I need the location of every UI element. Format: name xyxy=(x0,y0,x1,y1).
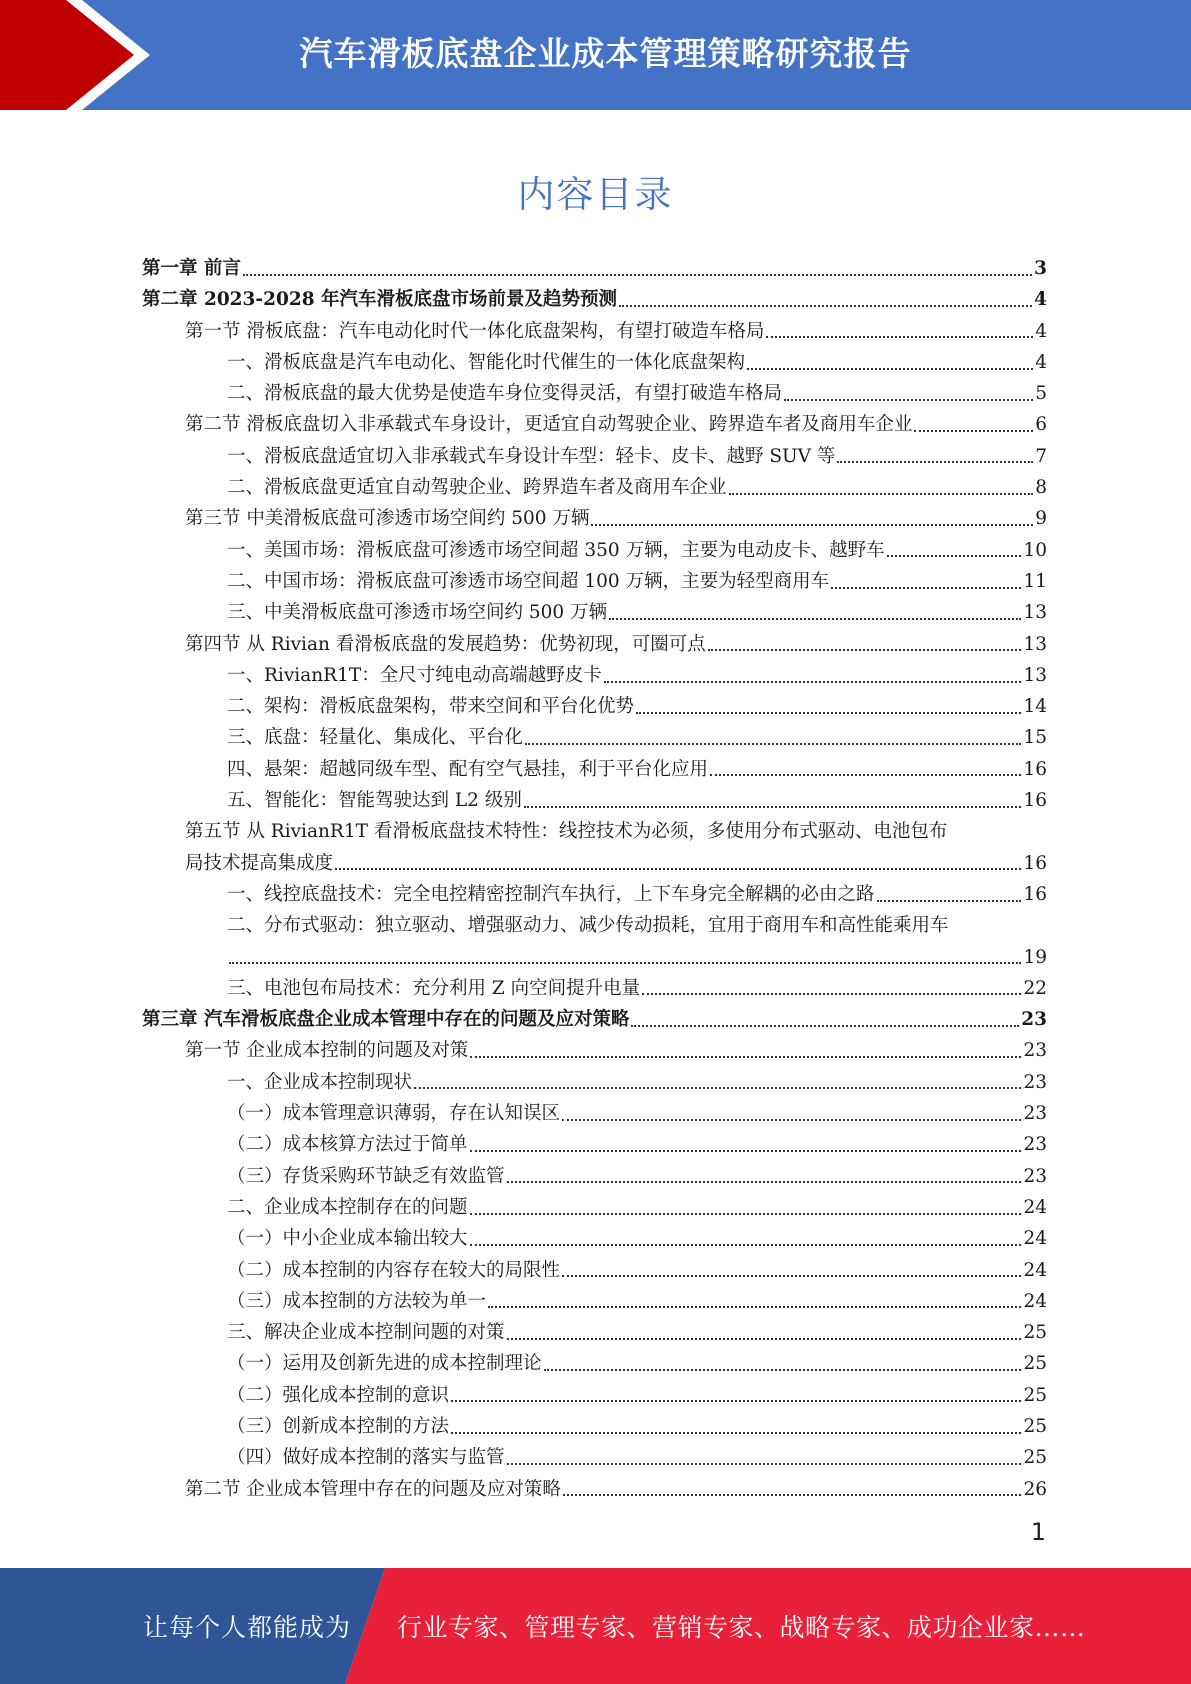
toc-entry-page: 26 xyxy=(1023,1478,1047,1500)
toc-entry-page: 24 xyxy=(1023,1196,1047,1218)
toc-entry[interactable] xyxy=(142,253,1047,284)
dot-leader xyxy=(619,305,1032,307)
toc-entry[interactable] xyxy=(142,1035,1047,1066)
toc-entry-page: 16 xyxy=(1023,790,1047,812)
dot-leader xyxy=(470,1244,1022,1246)
toc-entry-page: 7 xyxy=(1035,445,1047,467)
toc-entry-page: 23 xyxy=(1021,1009,1047,1031)
toc-entry-page: 16 xyxy=(1023,852,1047,874)
toc-entry-title: （二）成本核算方法过于简单 xyxy=(227,1134,468,1156)
dot-leader xyxy=(507,1338,1022,1340)
toc-entry-page: 6 xyxy=(1035,414,1047,436)
toc-entry-page: 14 xyxy=(1023,696,1047,718)
dot-leader xyxy=(524,806,1022,808)
toc-entry-page: 4 xyxy=(1035,320,1047,342)
toc-entry-page: 15 xyxy=(1023,727,1047,749)
toc-entry-title: 一、RivianR1T：全尺寸纯电动高端越野皮卡 xyxy=(227,664,602,686)
toc-entry[interactable] xyxy=(142,816,1047,879)
toc-entry[interactable] xyxy=(142,722,1047,753)
toc-entry-title: （二）成本控制的内容存在较大的局限性 xyxy=(227,1259,561,1281)
dot-leader xyxy=(229,962,1021,964)
dot-leader xyxy=(914,430,1033,432)
toc-entry[interactable] xyxy=(142,1067,1047,1098)
toc-entry[interactable] xyxy=(142,1098,1047,1129)
toc-entry-title: 一、美国市场：滑板底盘可渗透市场空间超 350 万辆，主要为电动皮卡、越野车 xyxy=(227,539,885,561)
header-banner xyxy=(0,0,1191,110)
toc-entry-title: 二、滑板底盘更适宜自动驾驶企业、跨界造车者及商用车企业 xyxy=(227,477,727,499)
toc-entry[interactable] xyxy=(142,754,1047,785)
toc-entry[interactable] xyxy=(142,973,1047,1004)
dot-leader xyxy=(887,555,1022,557)
dot-leader xyxy=(609,618,1021,620)
toc-entry[interactable] xyxy=(142,1411,1047,1442)
toc-entry-page: 23 xyxy=(1023,1165,1047,1187)
toc-entry[interactable] xyxy=(142,1474,1047,1505)
toc-entry-title: （三）成本控制的方法较为单一 xyxy=(227,1290,487,1312)
toc-entry-page: 25 xyxy=(1023,1415,1047,1437)
toc-entry-title: 一、滑板底盘适宜切入非承载式车身设计车型：轻卡、皮卡、越野 SUV 等 xyxy=(227,445,836,467)
toc-entry[interactable] xyxy=(142,472,1047,503)
toc-entry[interactable] xyxy=(142,1380,1047,1411)
toc-entry-page: 3 xyxy=(1034,258,1047,279)
toc-entry[interactable] xyxy=(142,1317,1047,1348)
toc-entry-title: 三、中美滑板底盘可渗透市场空间约 500 万辆 xyxy=(227,602,608,624)
toc-entry-title: 第三节 中美滑板底盘可渗透市场空间约 500 万辆 xyxy=(185,508,590,530)
toc-entry-title: （二）强化成本控制的意识 xyxy=(227,1384,450,1406)
toc-entry-page: 25 xyxy=(1023,1447,1047,1469)
toc-entry-title: 二、企业成本控制存在的问题 xyxy=(227,1196,468,1218)
toc-heading: 内容目录 xyxy=(517,173,674,216)
dot-leader xyxy=(507,1463,1022,1465)
toc-entry-title: 五、智能化：智能驾驶达到 L2 级别 xyxy=(227,790,522,812)
toc-entry-title: 三、解决企业成本控制问题的对策 xyxy=(227,1322,505,1344)
dot-leader xyxy=(470,1056,1021,1058)
toc-entry-page: 9 xyxy=(1035,508,1047,530)
toc-entry-title: 二、中国市场：滑板底盘可渗透市场空间超 100 万辆，主要为轻型商用车 xyxy=(227,570,830,592)
dot-leader xyxy=(562,1119,1021,1121)
toc-entry-page: 23 xyxy=(1023,1134,1047,1156)
dot-leader xyxy=(747,368,1033,370)
dot-leader xyxy=(636,712,1021,714)
toc-entry[interactable] xyxy=(142,1286,1047,1317)
toc-entry-page: 16 xyxy=(1023,883,1047,905)
toc-entry[interactable] xyxy=(142,503,1047,534)
toc-entry-page: 24 xyxy=(1023,1290,1047,1312)
toc-entry-page: 13 xyxy=(1023,602,1047,624)
toc-entry-title: 一、滑板底盘是汽车电动化、智能化时代催生的一体化底盘架构 xyxy=(227,351,746,373)
toc-entry[interactable] xyxy=(142,879,1047,910)
toc-entry[interactable] xyxy=(142,1161,1047,1192)
dot-leader xyxy=(642,993,1021,995)
dot-leader xyxy=(710,774,1021,776)
toc-entry-title: 四、悬架：超越同级车型、配有空气悬挂，利于平台化应用 xyxy=(227,758,709,780)
toc-entry-page: 13 xyxy=(1023,633,1047,655)
toc-entry[interactable] xyxy=(142,284,1047,315)
toc-entry[interactable] xyxy=(142,378,1047,409)
footer-banner xyxy=(0,1568,1191,1684)
toc-entry-title: 三、电池包布局技术：充分利用 Z 向空间提升电量 xyxy=(227,977,641,999)
dot-leader xyxy=(414,1087,1021,1089)
toc-entry[interactable] xyxy=(142,1255,1047,1286)
table-of-contents xyxy=(142,253,1047,1505)
toc-entry-title: 第一章 前言 xyxy=(142,258,241,279)
toc-entry[interactable] xyxy=(142,409,1047,440)
toc-entry-page: 24 xyxy=(1023,1228,1047,1250)
dot-leader xyxy=(335,868,1021,870)
toc-entry-page: 25 xyxy=(1023,1384,1047,1406)
toc-entry-title: （一）中小企业成本输出较大 xyxy=(227,1228,468,1250)
toc-entry[interactable] xyxy=(142,1192,1047,1223)
dot-leader xyxy=(708,649,1022,651)
toc-entry[interactable] xyxy=(142,347,1047,378)
dot-leader xyxy=(562,1275,1021,1277)
toc-entry-title: 第二节 企业成本管理中存在的问题及应对策略 xyxy=(185,1478,561,1500)
toc-entry-title: （一）运用及创新先进的成本控制理论 xyxy=(227,1353,542,1375)
toc-entry-page: 19 xyxy=(1023,946,1047,968)
toc-entry-title: 三、底盘：轻量化、集成化、平台化 xyxy=(227,727,524,749)
toc-entry-page: 4 xyxy=(1035,351,1047,373)
dot-leader xyxy=(544,1369,1022,1371)
dot-leader xyxy=(837,461,1033,463)
toc-entry-title: （三）创新成本控制的方法 xyxy=(227,1415,450,1437)
toc-entry[interactable] xyxy=(142,910,1047,973)
toc-entry[interactable] xyxy=(142,535,1047,566)
dot-leader xyxy=(729,493,1034,495)
dot-leader xyxy=(831,587,1021,589)
toc-entry[interactable] xyxy=(142,1442,1047,1473)
toc-entry-page: 25 xyxy=(1023,1353,1047,1375)
toc-entry[interactable] xyxy=(142,1004,1047,1035)
toc-entry[interactable] xyxy=(142,1348,1047,1379)
toc-entry[interactable] xyxy=(142,441,1047,472)
toc-entry-title: 二、滑板底盘的最大优势是使造车身位变得灵活，有望打破造车格局 xyxy=(227,383,783,405)
dot-leader xyxy=(631,1025,1019,1027)
toc-entry[interactable] xyxy=(142,316,1047,347)
toc-entry[interactable] xyxy=(142,1129,1047,1160)
toc-entry-title: 一、线控底盘技术：完全电控精密控制汽车执行，上下车身完全解耦的必由之路 xyxy=(227,883,875,905)
toc-entry-title: 第三章 汽车滑板底盘企业成本管理中存在的问题及应对策略 xyxy=(142,1009,630,1031)
toc-entry-title: 第二章 2023-2028 年汽车滑板底盘市场前景及趋势预测 xyxy=(142,289,618,311)
toc-entry-page: 10 xyxy=(1023,539,1047,561)
toc-entry-page: 13 xyxy=(1023,664,1047,686)
dot-leader xyxy=(488,1306,1021,1308)
dot-leader xyxy=(784,399,1033,401)
dot-leader xyxy=(604,681,1022,683)
toc-entry-page: 16 xyxy=(1023,758,1047,780)
dot-leader xyxy=(507,1181,1022,1183)
toc-entry-page: 23 xyxy=(1023,1071,1047,1093)
toc-entry-page: 4 xyxy=(1034,289,1047,311)
toc-entry[interactable] xyxy=(142,597,1047,628)
toc-entry-page: 8 xyxy=(1035,477,1047,499)
toc-entry-page: 23 xyxy=(1023,1040,1047,1062)
toc-entry[interactable] xyxy=(142,660,1047,691)
dot-leader xyxy=(877,900,1022,902)
toc-entry-title: 第一节 滑板底盘：汽车电动化时代一体化底盘架构，有望打破造车格局 xyxy=(185,320,765,342)
toc-entry-title-continued: 局技术提高集成度 xyxy=(185,852,334,874)
dot-leader xyxy=(451,1432,1021,1434)
dot-leader xyxy=(591,524,1033,526)
page-number: 1 xyxy=(1030,1518,1046,1546)
footer-slogan-left: 让每个人都能成为 xyxy=(143,1613,352,1642)
toc-entry-page: 23 xyxy=(1023,1103,1047,1125)
toc-entry[interactable] xyxy=(142,785,1047,816)
toc-entry-title: 第五节 从 RivianR1T 看滑板底盘技术特性：线控技术为必须，多使用分布式驱动、电池包布 xyxy=(185,821,948,843)
dot-leader xyxy=(766,336,1033,338)
toc-entry-page: 22 xyxy=(1023,977,1047,999)
toc-entry-page: 5 xyxy=(1035,383,1047,405)
toc-entry-page: 11 xyxy=(1023,570,1047,592)
toc-entry-title: 一、企业成本控制现状 xyxy=(227,1071,413,1093)
toc-entry-title: 第二节 滑板底盘切入非承载式车身设计，更适宜自动驾驶企业、跨界造车者及商用车企业 xyxy=(185,414,913,436)
toc-entry-title: 第一节 企业成本控制的问题及对策 xyxy=(185,1040,469,1062)
dot-leader xyxy=(243,274,1032,276)
toc-entry[interactable] xyxy=(142,566,1047,597)
dot-leader xyxy=(470,1213,1022,1215)
toc-entry-title: 二、分布式驱动：独立驱动、增强驱动力、减少传动损耗，宜用于商用车和高性能乘用车 xyxy=(227,915,949,937)
toc-entry-title: 第四节 从 Rivian 看滑板底盘的发展趋势：优势初现，可圈可点 xyxy=(185,633,706,655)
toc-entry-title: 二、架构：滑板底盘架构，带来空间和平台化优势 xyxy=(227,696,635,718)
toc-entry[interactable] xyxy=(142,629,1047,660)
report-title: 汽车滑板底盘企业成本管理策略研究报告 xyxy=(299,34,912,73)
toc-entry-title: （三）存货采购环节缺乏有效监管 xyxy=(227,1165,505,1187)
dot-leader xyxy=(451,1400,1021,1402)
toc-entry-page: 24 xyxy=(1023,1259,1047,1281)
dot-leader xyxy=(525,743,1021,745)
toc-entry[interactable] xyxy=(142,1223,1047,1254)
dot-leader xyxy=(563,1494,1022,1496)
dot-leader xyxy=(470,1150,1022,1152)
toc-entry[interactable] xyxy=(142,691,1047,722)
toc-entry-title: （一）成本管理意识薄弱，存在认知误区 xyxy=(227,1103,561,1125)
toc-entry-title: （四）做好成本控制的落实与监管 xyxy=(227,1447,505,1469)
toc-entry-page: 25 xyxy=(1023,1322,1047,1344)
footer-slogan-right: 行业专家、管理专家、营销专家、战略专家、成功企业家…… xyxy=(397,1613,1086,1642)
